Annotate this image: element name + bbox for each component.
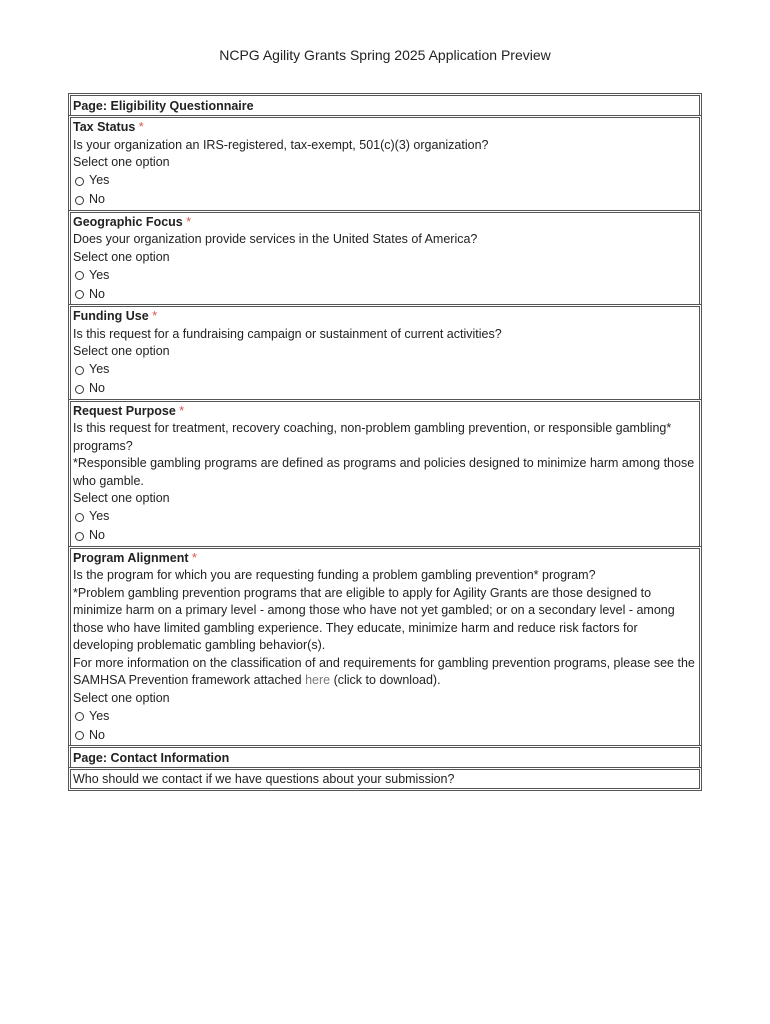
- contact-page-header: Page: Contact Information: [73, 751, 230, 765]
- question-instruction: Select one option: [73, 155, 170, 169]
- download-link[interactable]: here: [305, 673, 331, 687]
- option-yes[interactable]: [73, 508, 697, 527]
- question-title: Tax Status: [73, 120, 136, 134]
- option-no[interactable]: [73, 285, 697, 304]
- question-text: Is your organization an IRS-registered, tax-exempt, 501(c)(3) organization?: [73, 137, 489, 152]
- option-yes[interactable]: [73, 361, 697, 380]
- required-marker: *: [186, 214, 192, 229]
- question-program-alignment: [68, 546, 702, 746]
- question-geographic-focus: [68, 210, 702, 305]
- option-no[interactable]: [73, 380, 697, 399]
- question-instruction: Select one option: [73, 344, 170, 358]
- option-label: Yes: [89, 267, 110, 282]
- radio-icon[interactable]: [75, 385, 84, 394]
- question-funding-use: [68, 304, 702, 399]
- more-info-suffix: (click to download).: [330, 673, 441, 687]
- question-request-purpose: [68, 399, 702, 546]
- option-yes[interactable]: [73, 707, 697, 726]
- question-instruction: Select one option: [73, 690, 170, 705]
- option-label: Yes: [89, 173, 110, 188]
- eligibility-page-header-cell: [68, 93, 702, 115]
- option-label: No: [89, 727, 105, 742]
- option-label: No: [89, 528, 105, 543]
- question-title: Program Alignment: [73, 550, 189, 565]
- question-text: Does your organization provide services in the United States of America?: [73, 232, 478, 246]
- question-text: Is the program for which you are requesting funding a problem gambling prevention* program?: [73, 568, 596, 582]
- option-label: Yes: [89, 509, 110, 524]
- question-title: Funding Use: [73, 309, 149, 323]
- radio-icon[interactable]: [75, 731, 84, 740]
- contact-page-header-cell: [68, 745, 702, 767]
- required-marker: *: [192, 550, 197, 565]
- radio-icon[interactable]: [75, 712, 84, 721]
- question-text: Is this request for a fundraising campaign or sustainment of current activities?: [73, 326, 502, 341]
- question-note: *Responsible gambling programs are defined as programs and policies designed to minimize harm among those who gamble.: [73, 456, 695, 488]
- required-marker: *: [138, 120, 144, 134]
- radio-icon[interactable]: [75, 532, 84, 541]
- option-label: No: [89, 192, 105, 207]
- option-label: Yes: [89, 362, 110, 377]
- question-title: Geographic Focus: [73, 214, 183, 229]
- contact-question: Who should we contact if we have questions about your submission?: [73, 772, 455, 786]
- option-label: No: [89, 381, 105, 396]
- option-no[interactable]: [73, 726, 697, 745]
- option-no[interactable]: [73, 191, 697, 210]
- question-text: Is this request for treatment, recovery coaching, non-problem gambling prevention, or responsible gambling* programs?: [73, 421, 672, 453]
- document-title: NCPG Agility Grants Spring 2025 Application Preview: [219, 47, 551, 63]
- question-title: Request Purpose: [73, 403, 176, 418]
- radio-icon[interactable]: [75, 177, 84, 186]
- radio-icon[interactable]: [75, 271, 84, 280]
- option-label: No: [89, 286, 105, 301]
- eligibility-page-header: Page: Eligibility Questionnaire: [73, 99, 254, 113]
- contact-question-cell: [68, 767, 702, 791]
- radio-icon[interactable]: [75, 196, 84, 205]
- option-no[interactable]: [73, 527, 697, 546]
- required-marker: *: [152, 309, 158, 323]
- required-marker: *: [179, 403, 185, 418]
- option-yes[interactable]: [73, 266, 697, 285]
- question-instruction: Select one option: [73, 249, 170, 264]
- more-info-prefix: For more information on the classification of and requirements for gambling prevention programs, please see the SAMHSA Prevention framework attached: [73, 655, 695, 687]
- question-instruction: Select one option: [73, 491, 170, 505]
- more-info-text: [73, 655, 697, 690]
- application-form: [68, 93, 702, 791]
- radio-icon[interactable]: [75, 366, 84, 375]
- option-label: Yes: [89, 708, 110, 723]
- radio-icon[interactable]: [75, 290, 84, 299]
- question-tax-status: [68, 115, 702, 210]
- option-yes[interactable]: [73, 172, 697, 191]
- radio-icon[interactable]: [75, 513, 84, 522]
- question-note: *Problem gambling prevention programs that are eligible to apply for Agility Grants are those designed to minimize harm on a primary level - among those who have not yet gambled; or on a secondary level - among those who have limited gambling experience. They educate, minimize harm and reduce risk factors for developing problematic gambling behavior(s).: [73, 585, 675, 652]
